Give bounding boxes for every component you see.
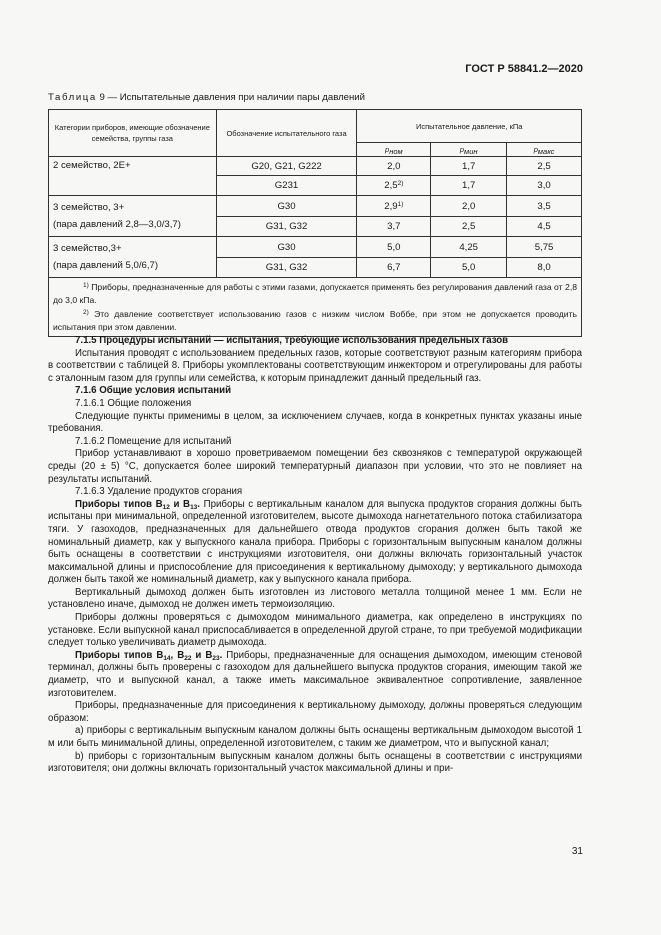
table-footnotes	[49, 278, 582, 337]
list-item-a: а) приборы с вертикальным выпускным каналом должны быть оснащены вертикальным дымоходом высотой 1 м или быть минимальной длины, определенной изготовителем, с таким же диаметром, что и выпускной канал;	[48, 725, 582, 749]
p-min-cell: 4,25	[431, 237, 507, 258]
gas-cell: G20, G21, G222	[216, 157, 357, 176]
paragraph-b14-b22-b23: Приборы типов $B_{14}$, $B_{22}$ и $B_{23}$. Приборы, предназначенные для оснащения дымоходом, имеющим стеновой терминал, должны быть проверены с газоходом для дальнейшего выпуска продуктов сгорания, имеющим такой же диаметр, что и выпускной канал, а также иметь максимальное эквивалентное сопротивление, заявленное изготовителем.	[48, 649, 582, 699]
footnote-2: $^{2)}$ Это давление соответствует использованию газов с низким числом Воббе, при этом не допускается проводить испытания при этом давлении.	[53, 309, 577, 332]
section-7-1-6-1-text: Следующие пункты применимы в целом, за исключением случаев, когда в конкретных пунктах указаны иные требования.	[48, 410, 582, 435]
section-7-1-6-2-title: 7.1.6.2 Помещение для испытаний	[75, 435, 232, 447]
pressure-table	[48, 109, 582, 337]
paragraph-b12-b13: Приборы типов $B_{12}$ и $B_{13}$. Приборы с вертикальным каналом для выпуска продуктов сгорания должны быть испытаны при минимальной, определенной изготовителем, высоте дымохода нагнетательного потока стабилизатора тяги. У газоходов, предназначенных для дальнейшего отвода продуктов сгорания должен быть такой же номинальный диаметр, как у выпускного канала прибора. Приборы с горизонтальным выпускным каналом должны быть оснащены в соответствии с инструкциями изготовителя, они должны включать горизонтальный участок максимальной длины и приспособление для присоединения к вертикальному дымоходу; у вертикального дымохода должен быть такой же номинальный диаметр, как у выпускного канала прибора.	[48, 498, 582, 586]
page-number: 31	[571, 846, 583, 857]
header-category: Категории приборов, имеющие обозначение семейства, группы газа	[49, 110, 217, 157]
category-cell: 3 семейство, 3+ (пара давлений 2,8—3,0/3,7)	[49, 196, 217, 237]
header-p-min: $p_{мин}$	[431, 143, 507, 157]
paragraph-vertical-flue: Приборы, предназначенные для присоединения к вертикальному дымоходу, должны проверяться следующим образом:	[48, 700, 582, 724]
p-min-cell: 1,7	[431, 176, 507, 196]
p-nom-cell: 6,7	[357, 258, 431, 278]
table-title-prefix: Таблица	[48, 92, 97, 103]
p-max-cell: 3,0	[507, 176, 582, 196]
section-7-1-5-title: 7.1.5 Процедуры испытаний — испытания, требующие использования предельных газов	[75, 335, 509, 346]
p-nom-cell: 2,9$^{1)}$	[357, 196, 431, 217]
p-nom-cell: 2,5$^{2)}$	[357, 176, 431, 196]
gas-cell: G31, G32	[216, 258, 357, 278]
p-min-cell: 2,0	[431, 196, 507, 217]
p-min-cell: 5,0	[431, 258, 507, 278]
p-min-cell: 2,5	[431, 217, 507, 237]
document-code: ГОСТ Р 58841.2—2020	[465, 63, 583, 75]
section-7-1-6-1-title: 7.1.6.1 Общие положения	[75, 397, 192, 409]
table-row	[49, 196, 582, 217]
list-item-b: b) приборы с горизонтальным выпускным каналом должны быть оснащены в соответствии с инструкциями изготовителя; они должны включать горизонтальный участок максимальной длины и при-	[48, 750, 582, 775]
p-nom-cell: 2,0	[357, 157, 431, 176]
category-cell: 3 семейство,3+ (пара давлений 5,0/6,7)	[49, 237, 217, 278]
gas-cell: G31, G32	[216, 217, 357, 237]
header-pressure: Испытательное давление, кПа	[357, 110, 582, 143]
header-p-max: $p_{макс}$	[507, 143, 582, 157]
paragraph-flue-material: Вертикальный дымоход должен быть изготовлен из листового металла толщиной менее 1 мм. Если не установлено иначе, дымоход не должен иметь термоизоляцию.	[48, 586, 582, 611]
table-row	[49, 157, 582, 176]
section-7-1-6-title: 7.1.6 Общие условия испытаний	[75, 385, 232, 397]
table-title	[48, 92, 365, 103]
section-7-1-5-text: Испытания проводят с использованием предельных газов, которые соответствуют разным категориям прибора в соответствии с таблицей 8. Приборы укомплектованы соответствующим инжектором и отрегулированы для работы с эталонным газом для группы или семейства, к которым принадлежит данный предельный газ.	[48, 347, 582, 384]
table-title-text: 9 — Испытательные давления при наличии пары давлений	[96, 92, 366, 103]
header-p-nom: $p_{ном}$	[357, 143, 431, 157]
paragraph-flue-diameter: Приборы должны проверяться с дымоходом минимального диаметра, как определено в инструкциях по установке. Если выпускной канал приспосабливается в определенной другой стране, то при требуемой модификации следует только увеличивать диаметр дымохода.	[48, 612, 582, 649]
p-max-cell: 5,75	[507, 237, 582, 258]
table-row	[49, 237, 582, 258]
body-text	[48, 335, 582, 776]
gas-cell: G30	[216, 196, 357, 217]
section-7-1-6-2-text: Прибор устанавливают в хорошо проветриваемом помещении без сквозняков с температурой окружающей среды (20 ± 5) °С, допускается более широкий температурный диапазон при условии, что это не повлияет на результаты испытаний.	[48, 448, 582, 485]
footnote-1: $^{1)}$ Приборы, предназначенные для работы с этими газами, допускается применять без регулирования давлений газа от 2,8 до 3,0 кПа.	[53, 282, 577, 305]
gas-cell: G30	[216, 237, 357, 258]
p-max-cell: 4,5	[507, 217, 582, 237]
p-max-cell: 8,0	[507, 258, 582, 278]
p-nom-cell: 5,0	[357, 237, 431, 258]
p-max-cell: 3,5	[507, 196, 582, 217]
p-min-cell: 1,7	[431, 157, 507, 176]
gas-cell: G231	[216, 176, 357, 196]
footnotes-row	[49, 278, 582, 337]
header-gas: Обозначение испытательного газа	[216, 110, 357, 157]
p-max-cell: 2,5	[507, 157, 582, 176]
section-7-1-6-3-title: 7.1.6.3 Удаление продуктов сгорания	[75, 486, 243, 498]
category-cell: 2 семейство, 2Е+	[49, 157, 217, 196]
p-nom-cell: 3,7	[357, 217, 431, 237]
